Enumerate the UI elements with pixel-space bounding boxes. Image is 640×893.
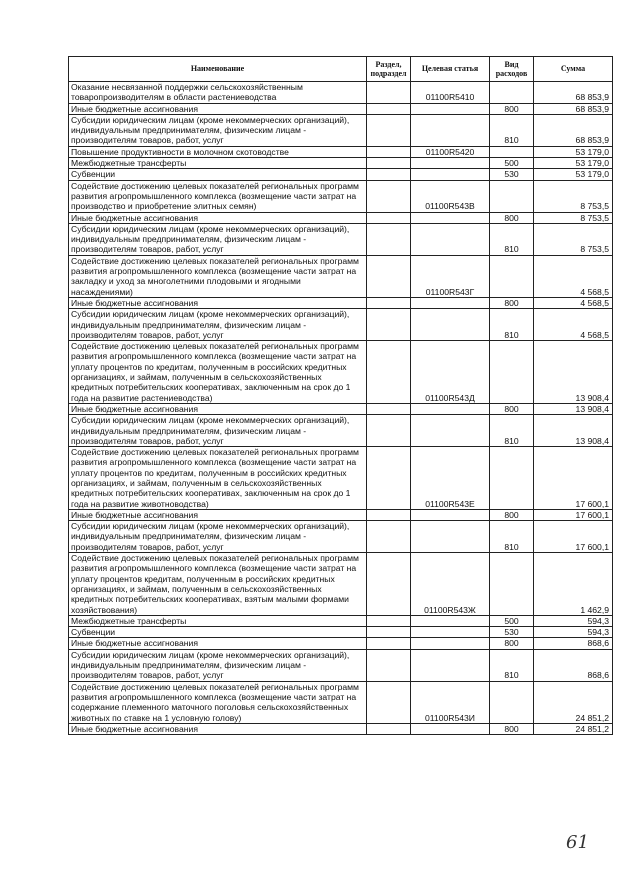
table-row [69,223,613,255]
row-section [367,681,411,723]
table-row [69,158,613,169]
table-row [69,212,613,223]
table-row [69,255,613,297]
row-target-code: 01100R543И [411,681,490,723]
row-sum: 4 568,5 [534,297,613,308]
row-section [367,255,411,297]
row-section [367,114,411,146]
row-target-code [411,521,490,553]
table-row [69,447,613,510]
row-expense-kind [490,180,534,212]
row-name: Содействие достижению целевых показателей региональных программ развития агропромышленного комплекса (возмещение части затрат на уплату процентов по кредитам, полученным в российских кредитных организациях, и займам, полученным в сельскохозяйственных кредитных потребительских кооперативах, заключенным на срок до 1 года на развитие растениеводства) [69,341,367,404]
table-row [69,341,613,404]
table-row [69,309,613,341]
row-target-code: 01100R543В [411,180,490,212]
row-name: Содействие достижению целевых показателей региональных программ развития агропромышленного комплекса (возмещение части затрат на производство и приобретение элитных семян) [69,180,367,212]
row-name: Иные бюджетные ассигнования [69,212,367,223]
table-row [69,103,613,114]
row-section [367,180,411,212]
row-sum: 17 600,1 [534,509,613,520]
row-name: Иные бюджетные ассигнования [69,103,367,114]
row-sum: 594,3 [534,615,613,626]
row-name: Иные бюджетные ассигнования [69,638,367,649]
row-sum: 17 600,1 [534,521,613,553]
row-expense-kind: 810 [490,114,534,146]
row-sum: 13 908,4 [534,403,613,414]
row-expense-kind: 530 [490,627,534,638]
table-row [69,180,613,212]
row-name: Иные бюджетные ассигнования [69,509,367,520]
row-expense-kind [490,681,534,723]
row-target-code [411,649,490,681]
row-target-code: 01100R543Г [411,255,490,297]
row-section [367,723,411,734]
row-section [367,297,411,308]
row-sum: 68 853,9 [534,82,613,104]
table-row [69,509,613,520]
row-sum: 68 853,9 [534,103,613,114]
row-expense-kind [490,447,534,510]
row-name: Содействие достижению целевых показателей региональных программ развития агропромышленного комплекса (возмещение части затрат на содержание племенного маточного поголовья сельскохозяйственных животных по ставке на 1 условную голову) [69,681,367,723]
row-section [367,415,411,447]
row-sum: 1 462,9 [534,553,613,616]
row-section [367,403,411,414]
row-sum: 68 853,9 [534,114,613,146]
row-target-code [411,297,490,308]
row-section [367,158,411,169]
row-expense-kind: 810 [490,223,534,255]
row-expense-kind: 800 [490,509,534,520]
row-target-code [411,627,490,638]
row-section [367,309,411,341]
row-sum: 8 753,5 [534,180,613,212]
row-name: Повышение продуктивности в молочном скотоводстве [69,146,367,157]
row-expense-kind [490,146,534,157]
row-sum: 13 908,4 [534,341,613,404]
row-expense-kind: 810 [490,649,534,681]
row-target-code [411,403,490,414]
table-row [69,297,613,308]
row-section [367,223,411,255]
row-target-code: 01100R5410 [411,82,490,104]
row-sum: 4 568,5 [534,255,613,297]
row-sum: 8 753,5 [534,223,613,255]
row-sum: 868,6 [534,638,613,649]
table-row [69,82,613,104]
row-name: Субвенции [69,627,367,638]
row-name: Субсидии юридическим лицам (кроме некоммерческих организаций), индивидуальным предпринимателям, физическим лицам - производителям товаров, работ, услуг [69,223,367,255]
row-expense-kind: 810 [490,415,534,447]
row-section [367,615,411,626]
table-row [69,521,613,553]
row-name: Иные бюджетные ассигнования [69,403,367,414]
row-target-code [411,309,490,341]
row-name: Межбюджетные трансферты [69,158,367,169]
row-expense-kind: 800 [490,103,534,114]
row-target-code [411,103,490,114]
row-sum: 8 753,5 [534,212,613,223]
table-row [69,723,613,734]
row-expense-kind: 810 [490,521,534,553]
row-target-code [411,615,490,626]
row-name: Субсидии юридическим лицам (кроме некоммерческих организаций), индивидуальным предпринимателям, физическим лицам - производителям товаров, работ, услуг [69,309,367,341]
header-sum: Сумма [534,57,613,82]
row-target-code: 01100R5420 [411,146,490,157]
table-row [69,169,613,180]
row-expense-kind: 530 [490,169,534,180]
row-expense-kind [490,341,534,404]
row-name: Межбюджетные трансферты [69,615,367,626]
row-sum: 868,6 [534,649,613,681]
row-target-code [411,638,490,649]
row-sum: 17 600,1 [534,447,613,510]
table-row [69,681,613,723]
row-target-code [411,158,490,169]
row-name: Содействие достижению целевых показателей региональных программ развития агропромышленного комплекса (возмещение части затрат на уплату процентов по кредитам, полученным в российских кредитных организациях, и займам, полученным в сельскохозяйственных кредитных потребительских кооперативах, заключенным на срок до 1 года на развитие животноводства) [69,447,367,510]
row-section [367,169,411,180]
row-expense-kind: 500 [490,158,534,169]
row-section [367,509,411,520]
header-section: Раздел, подраздел [367,57,411,82]
row-sum: 13 908,4 [534,415,613,447]
row-expense-kind: 810 [490,309,534,341]
table-row [69,114,613,146]
row-section [367,82,411,104]
row-target-code [411,415,490,447]
header-target: Целевая статья [411,57,490,82]
table-row [69,649,613,681]
header-name: Наименование [69,57,367,82]
row-section [367,447,411,510]
row-expense-kind: 800 [490,403,534,414]
table-row [69,553,613,616]
table-body [69,82,613,735]
row-name: Иные бюджетные ассигнования [69,297,367,308]
row-target-code [411,223,490,255]
row-target-code [411,114,490,146]
row-target-code [411,212,490,223]
row-target-code [411,169,490,180]
row-expense-kind: 800 [490,297,534,308]
header-kind: Вид расходов [490,57,534,82]
row-name: Субсидии юридическим лицам (кроме некоммерческих организаций), индивидуальным предпринимателям, физическим лицам - производителям товаров, работ, услуг [69,415,367,447]
row-name: Субвенции [69,169,367,180]
row-name: Содействие достижению целевых показателей региональных программ развития агропромышленного комплекса (возмещение части затрат на закладку и уход за многолетними плодовыми и ягодными насаждениями) [69,255,367,297]
row-sum: 53 179,0 [534,146,613,157]
row-name: Иные бюджетные ассигнования [69,723,367,734]
table-row [69,615,613,626]
row-expense-kind: 500 [490,615,534,626]
row-sum: 53 179,0 [534,158,613,169]
table-row [69,415,613,447]
row-section [367,627,411,638]
budget-table [68,56,613,735]
row-section [367,553,411,616]
row-section [367,146,411,157]
table-row [69,146,613,157]
table-header-row [69,57,613,82]
row-sum: 24 851,2 [534,681,613,723]
page-number: 61 [566,832,589,853]
row-name: Субсидии юридическим лицам (кроме некоммерческих организаций), индивидуальным предпринимателям, физическим лицам - производителям товаров, работ, услуг [69,114,367,146]
table-row [69,627,613,638]
row-name: Оказание несвязанной поддержки сельскохозяйственным товаропроизводителям в области растениеводства [69,82,367,104]
row-sum: 24 851,2 [534,723,613,734]
row-target-code [411,509,490,520]
table-row [69,638,613,649]
row-target-code: 01100R543Д [411,341,490,404]
row-section [367,521,411,553]
table-row [69,403,613,414]
row-target-code: 01100R543Ж [411,553,490,616]
row-section [367,341,411,404]
row-target-code: 01100R543Е [411,447,490,510]
row-expense-kind [490,82,534,104]
row-sum: 4 568,5 [534,309,613,341]
row-name: Субсидии юридическим лицам (кроме некоммерческих организаций), индивидуальным предпринимателям, физическим лицам - производителям товаров, работ, услуг [69,649,367,681]
row-target-code [411,723,490,734]
row-section [367,649,411,681]
row-expense-kind: 800 [490,212,534,223]
row-expense-kind: 800 [490,723,534,734]
row-expense-kind: 800 [490,638,534,649]
row-expense-kind [490,553,534,616]
row-section [367,103,411,114]
row-section [367,638,411,649]
row-expense-kind [490,255,534,297]
row-section [367,212,411,223]
row-sum: 53 179,0 [534,169,613,180]
row-name: Содействие достижению целевых показателей региональных программ развития агропромышленного комплекса (возмещение части затрат на уплату процентов кредитам, полученным в российских кредитных организациях, и займам, полученным в сельскохозяйственных кредитных потребительских кооперативах, взятым малыми формами хозяйствования) [69,553,367,616]
row-name: Субсидии юридическим лицам (кроме некоммерческих организаций), индивидуальным предпринимателям, физическим лицам - производителям товаров, работ, услуг [69,521,367,553]
row-sum: 594,3 [534,627,613,638]
